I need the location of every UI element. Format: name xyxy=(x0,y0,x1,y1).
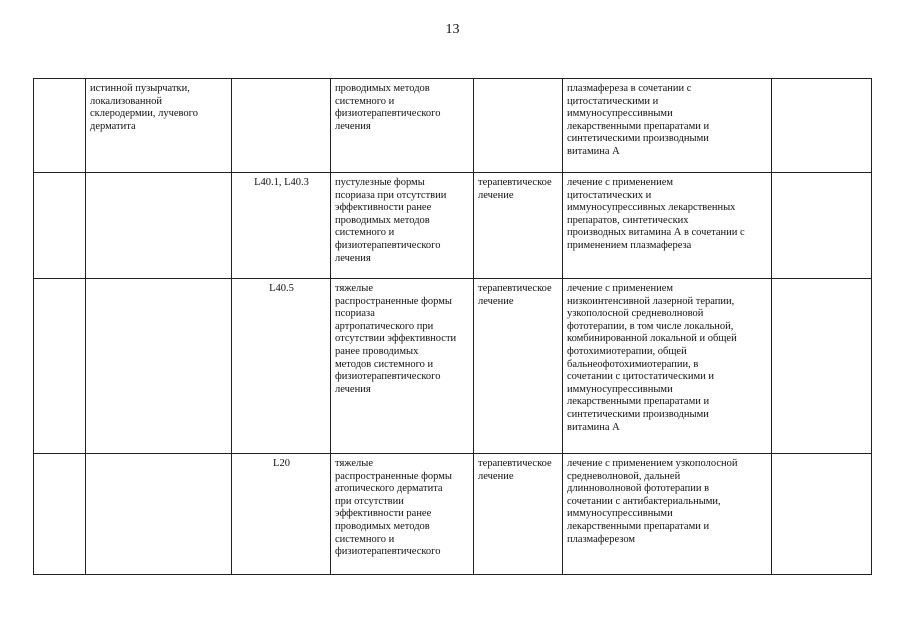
treatment-method-cell: лечение с применением узкополосной средневолновой, дальней длинноволновой фототерапии в сочетании с антибактериальными, иммуносупрессивными лекарственными препаратами и плазмаферезом xyxy=(563,454,772,575)
icd-code-cell xyxy=(232,79,331,173)
row-number-cell xyxy=(34,79,86,173)
cost-cell xyxy=(772,454,872,575)
table-row xyxy=(34,454,872,575)
patient-model-cell: пустулезные формы псориаза при отсутствии эффективности ранее проводимых методов системного и физиотерапевтического лечения xyxy=(331,173,474,279)
treatment-method-cell: лечение с применением низкоинтенсивной лазерной терапии, узкополосной средневолновой фототерапии, в том числе локальной, комбинированной локальной и общей фотохимиотерапии, общей бальнеофотохимиотерапии, в сочетании с цитостатическими и иммуносупрессивными лекарственными препаратами и синтетическими производными витамина А xyxy=(563,279,772,454)
icd-code-cell: L40.5 xyxy=(232,279,331,454)
profile-cell: истинной пузырчатки, локализованной склеродермии, лучевого дерматита xyxy=(86,79,232,173)
icd-code-cell: L20 xyxy=(232,454,331,575)
treatment-type-cell xyxy=(474,79,563,173)
patient-model-cell: проводимых методов системного и физиотерапевтического лечения xyxy=(331,79,474,173)
treatment-method-cell: плазмафереза в сочетании с цитостатическими и иммуносупрессивными лекарственными препаратами и синтетическими производными витамина А xyxy=(563,79,772,173)
medical-care-table xyxy=(33,78,872,575)
profile-cell xyxy=(86,454,232,575)
patient-model-cell: тяжелые распространенные формы псориаза артропатического при отсутствии эффективности ранее проводимых методов системного и физиотерапевтического лечения xyxy=(331,279,474,454)
page-number: 13 xyxy=(445,22,460,37)
profile-cell xyxy=(86,279,232,454)
cost-cell xyxy=(772,79,872,173)
table-row xyxy=(34,173,872,279)
row-number-cell xyxy=(34,279,86,454)
treatment-type-cell: терапевтическое лечение xyxy=(474,454,563,575)
treatment-method-cell: лечение с применением цитостатических и иммуносупрессивных лекарственных препаратов, синтетических производных витамина А в сочетании с применением плазмафереза xyxy=(563,173,772,279)
table-row xyxy=(34,279,872,454)
patient-model-cell: тяжелые распространенные формы атопического дерматита при отсутствии эффективности ранее проводимых методов системного и физиотерапевтического xyxy=(331,454,474,575)
treatment-type-cell: терапевтическое лечение xyxy=(474,173,563,279)
cost-cell xyxy=(772,279,872,454)
row-number-cell xyxy=(34,173,86,279)
treatment-type-cell: терапевтическое лечение xyxy=(474,279,563,454)
row-number-cell xyxy=(34,454,86,575)
icd-code-cell: L40.1, L40.3 xyxy=(232,173,331,279)
profile-cell xyxy=(86,173,232,279)
table-row xyxy=(34,79,872,173)
cost-cell xyxy=(772,173,872,279)
